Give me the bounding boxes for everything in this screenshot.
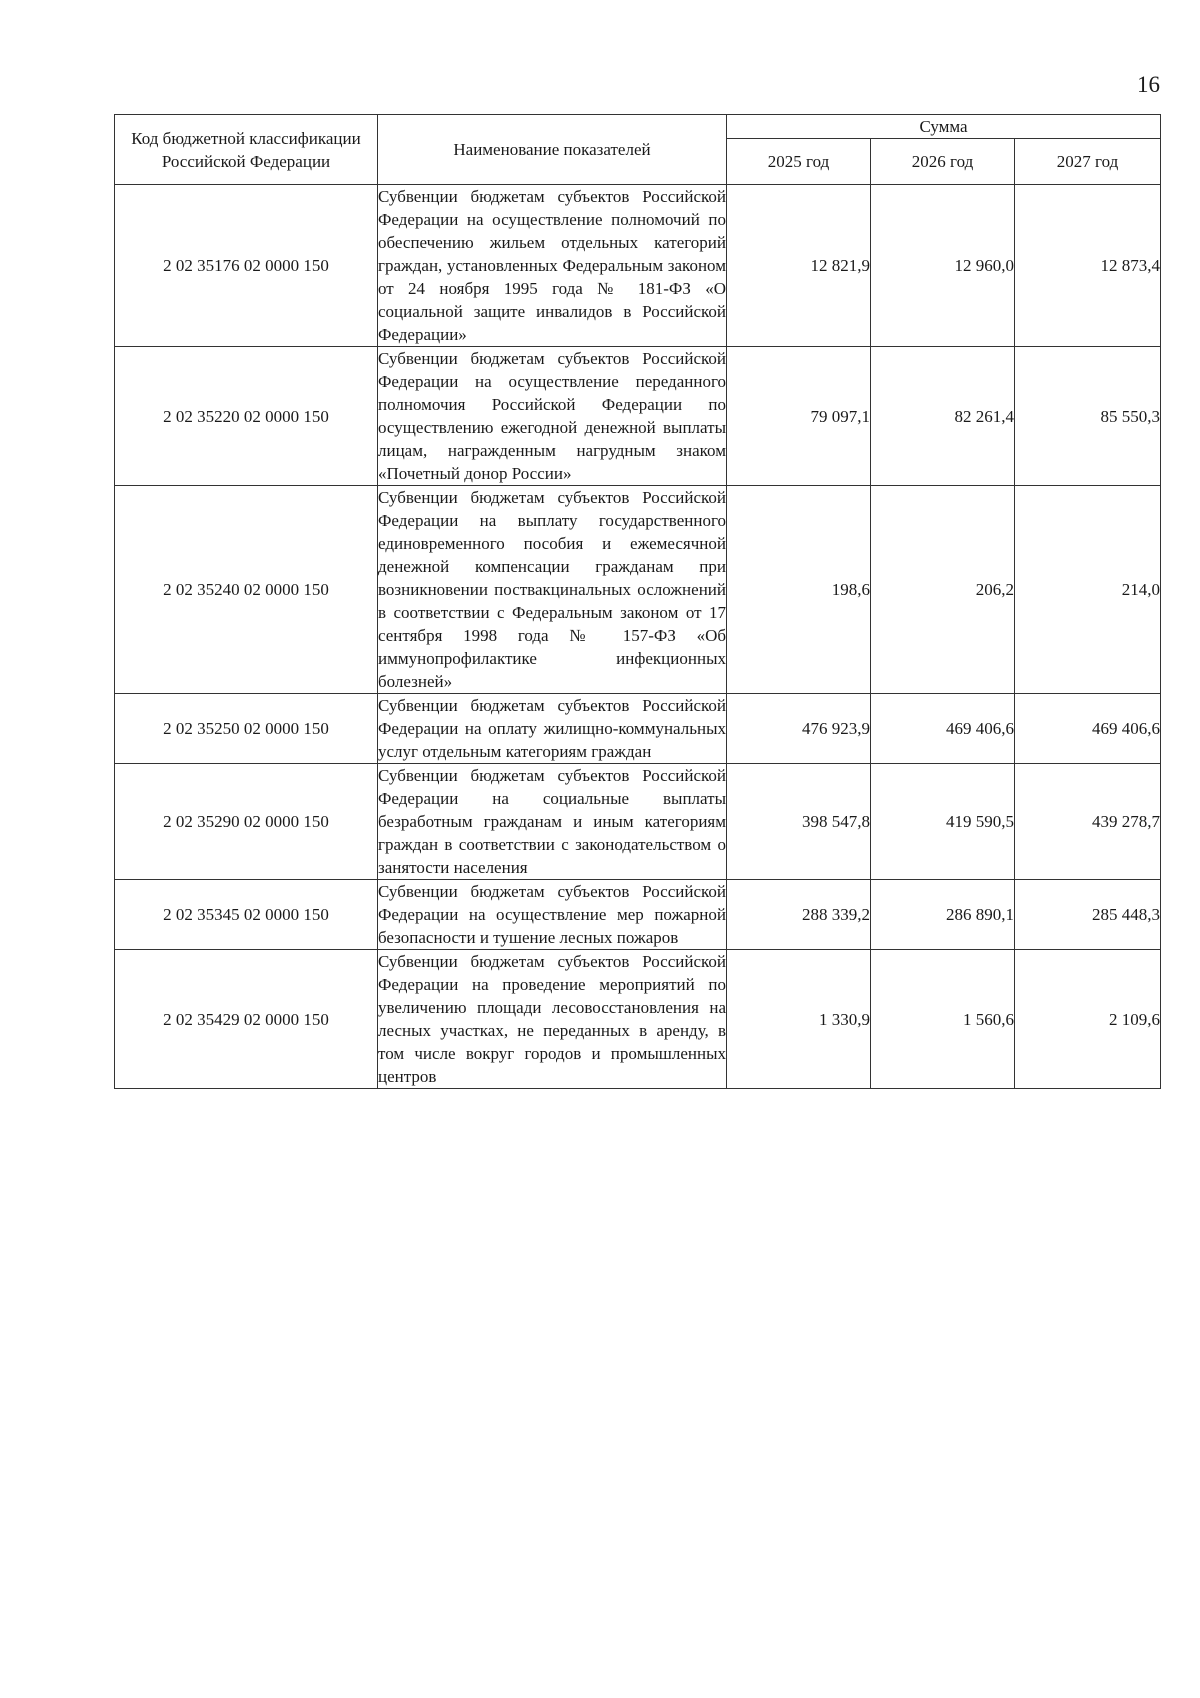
row-value-2026: 1 560,6 <box>871 950 1015 1089</box>
row-name: Субвенции бюджетам субъектов Российской Федерации на осуществление полномочий по обеспечению жильем отдельных категорий граждан, установленных Федеральным законом от 24 ноября 1995 года № 181-ФЗ «О социальной защите инвалидов в Российской Федерации» <box>378 185 727 347</box>
table-row <box>115 880 1161 950</box>
row-value-2025: 288 339,2 <box>727 880 871 950</box>
row-code: 2 02 35250 02 0000 150 <box>115 694 378 764</box>
row-value-2027: 439 278,7 <box>1015 764 1161 880</box>
table-row <box>115 950 1161 1089</box>
row-code: 2 02 35176 02 0000 150 <box>115 185 378 347</box>
header-sum: Сумма <box>727 115 1161 139</box>
header-code: Код бюджетной классификации Российской Федерации <box>115 115 378 185</box>
header-year-2025: 2025 год <box>727 139 871 185</box>
row-value-2027: 85 550,3 <box>1015 347 1161 486</box>
row-code: 2 02 35290 02 0000 150 <box>115 764 378 880</box>
row-name: Субвенции бюджетам субъектов Российской Федерации на проведение мероприятий по увеличению площади лесовосстановления на лесных участках, не переданных в аренду, в том числе вокруг городов и промышленных центров <box>378 950 727 1089</box>
table-row <box>115 486 1161 694</box>
row-value-2025: 1 330,9 <box>727 950 871 1089</box>
row-value-2026: 12 960,0 <box>871 185 1015 347</box>
budget-table <box>114 114 1161 1089</box>
row-value-2026: 419 590,5 <box>871 764 1015 880</box>
row-value-2027: 2 109,6 <box>1015 950 1161 1089</box>
header-year-2026: 2026 год <box>871 139 1015 185</box>
row-code: 2 02 35220 02 0000 150 <box>115 347 378 486</box>
row-name: Субвенции бюджетам субъектов Российской Федерации на выплату государственного единовременного пособия и ежемесячной денежной компенсации гражданам при возникновении поствакцинальных осложнений в соответствии с Федеральным законом от 17 сентября 1998 года № 157-ФЗ «Об иммунопрофилактике инфекционных болезней» <box>378 486 727 694</box>
header-name: Наименование показателей <box>378 115 727 185</box>
row-name: Субвенции бюджетам субъектов Российской Федерации на социальные выплаты безработным гражданам и иным категориям граждан в соответствии с законодательством о занятости населения <box>378 764 727 880</box>
row-value-2027: 285 448,3 <box>1015 880 1161 950</box>
table-row <box>115 694 1161 764</box>
row-code: 2 02 35240 02 0000 150 <box>115 486 378 694</box>
row-code: 2 02 35345 02 0000 150 <box>115 880 378 950</box>
page-number: 16 <box>1137 72 1160 97</box>
table-header <box>115 115 1161 185</box>
header-year-2027: 2027 год <box>1015 139 1161 185</box>
row-value-2027: 12 873,4 <box>1015 185 1161 347</box>
row-value-2025: 198,6 <box>727 486 871 694</box>
table-row <box>115 185 1161 347</box>
table-row <box>115 347 1161 486</box>
row-value-2025: 12 821,9 <box>727 185 871 347</box>
row-name: Субвенции бюджетам субъектов Российской Федерации на осуществление мер пожарной безопасности и тушение лесных пожаров <box>378 880 727 950</box>
table-row <box>115 764 1161 880</box>
row-value-2027: 214,0 <box>1015 486 1161 694</box>
row-value-2026: 82 261,4 <box>871 347 1015 486</box>
row-name: Субвенции бюджетам субъектов Российской Федерации на осуществление переданного полномочия Российской Федерации по осуществлению ежегодной денежной выплаты лицам, награжденным нагрудным знаком «Почетный донор России» <box>378 347 727 486</box>
row-value-2026: 286 890,1 <box>871 880 1015 950</box>
row-value-2027: 469 406,6 <box>1015 694 1161 764</box>
row-value-2026: 469 406,6 <box>871 694 1015 764</box>
row-value-2025: 79 097,1 <box>727 347 871 486</box>
row-code: 2 02 35429 02 0000 150 <box>115 950 378 1089</box>
row-value-2025: 398 547,8 <box>727 764 871 880</box>
row-name: Субвенции бюджетам субъектов Российской Федерации на оплату жилищно-коммунальных услуг отдельным категориям граждан <box>378 694 727 764</box>
row-value-2025: 476 923,9 <box>727 694 871 764</box>
row-value-2026: 206,2 <box>871 486 1015 694</box>
